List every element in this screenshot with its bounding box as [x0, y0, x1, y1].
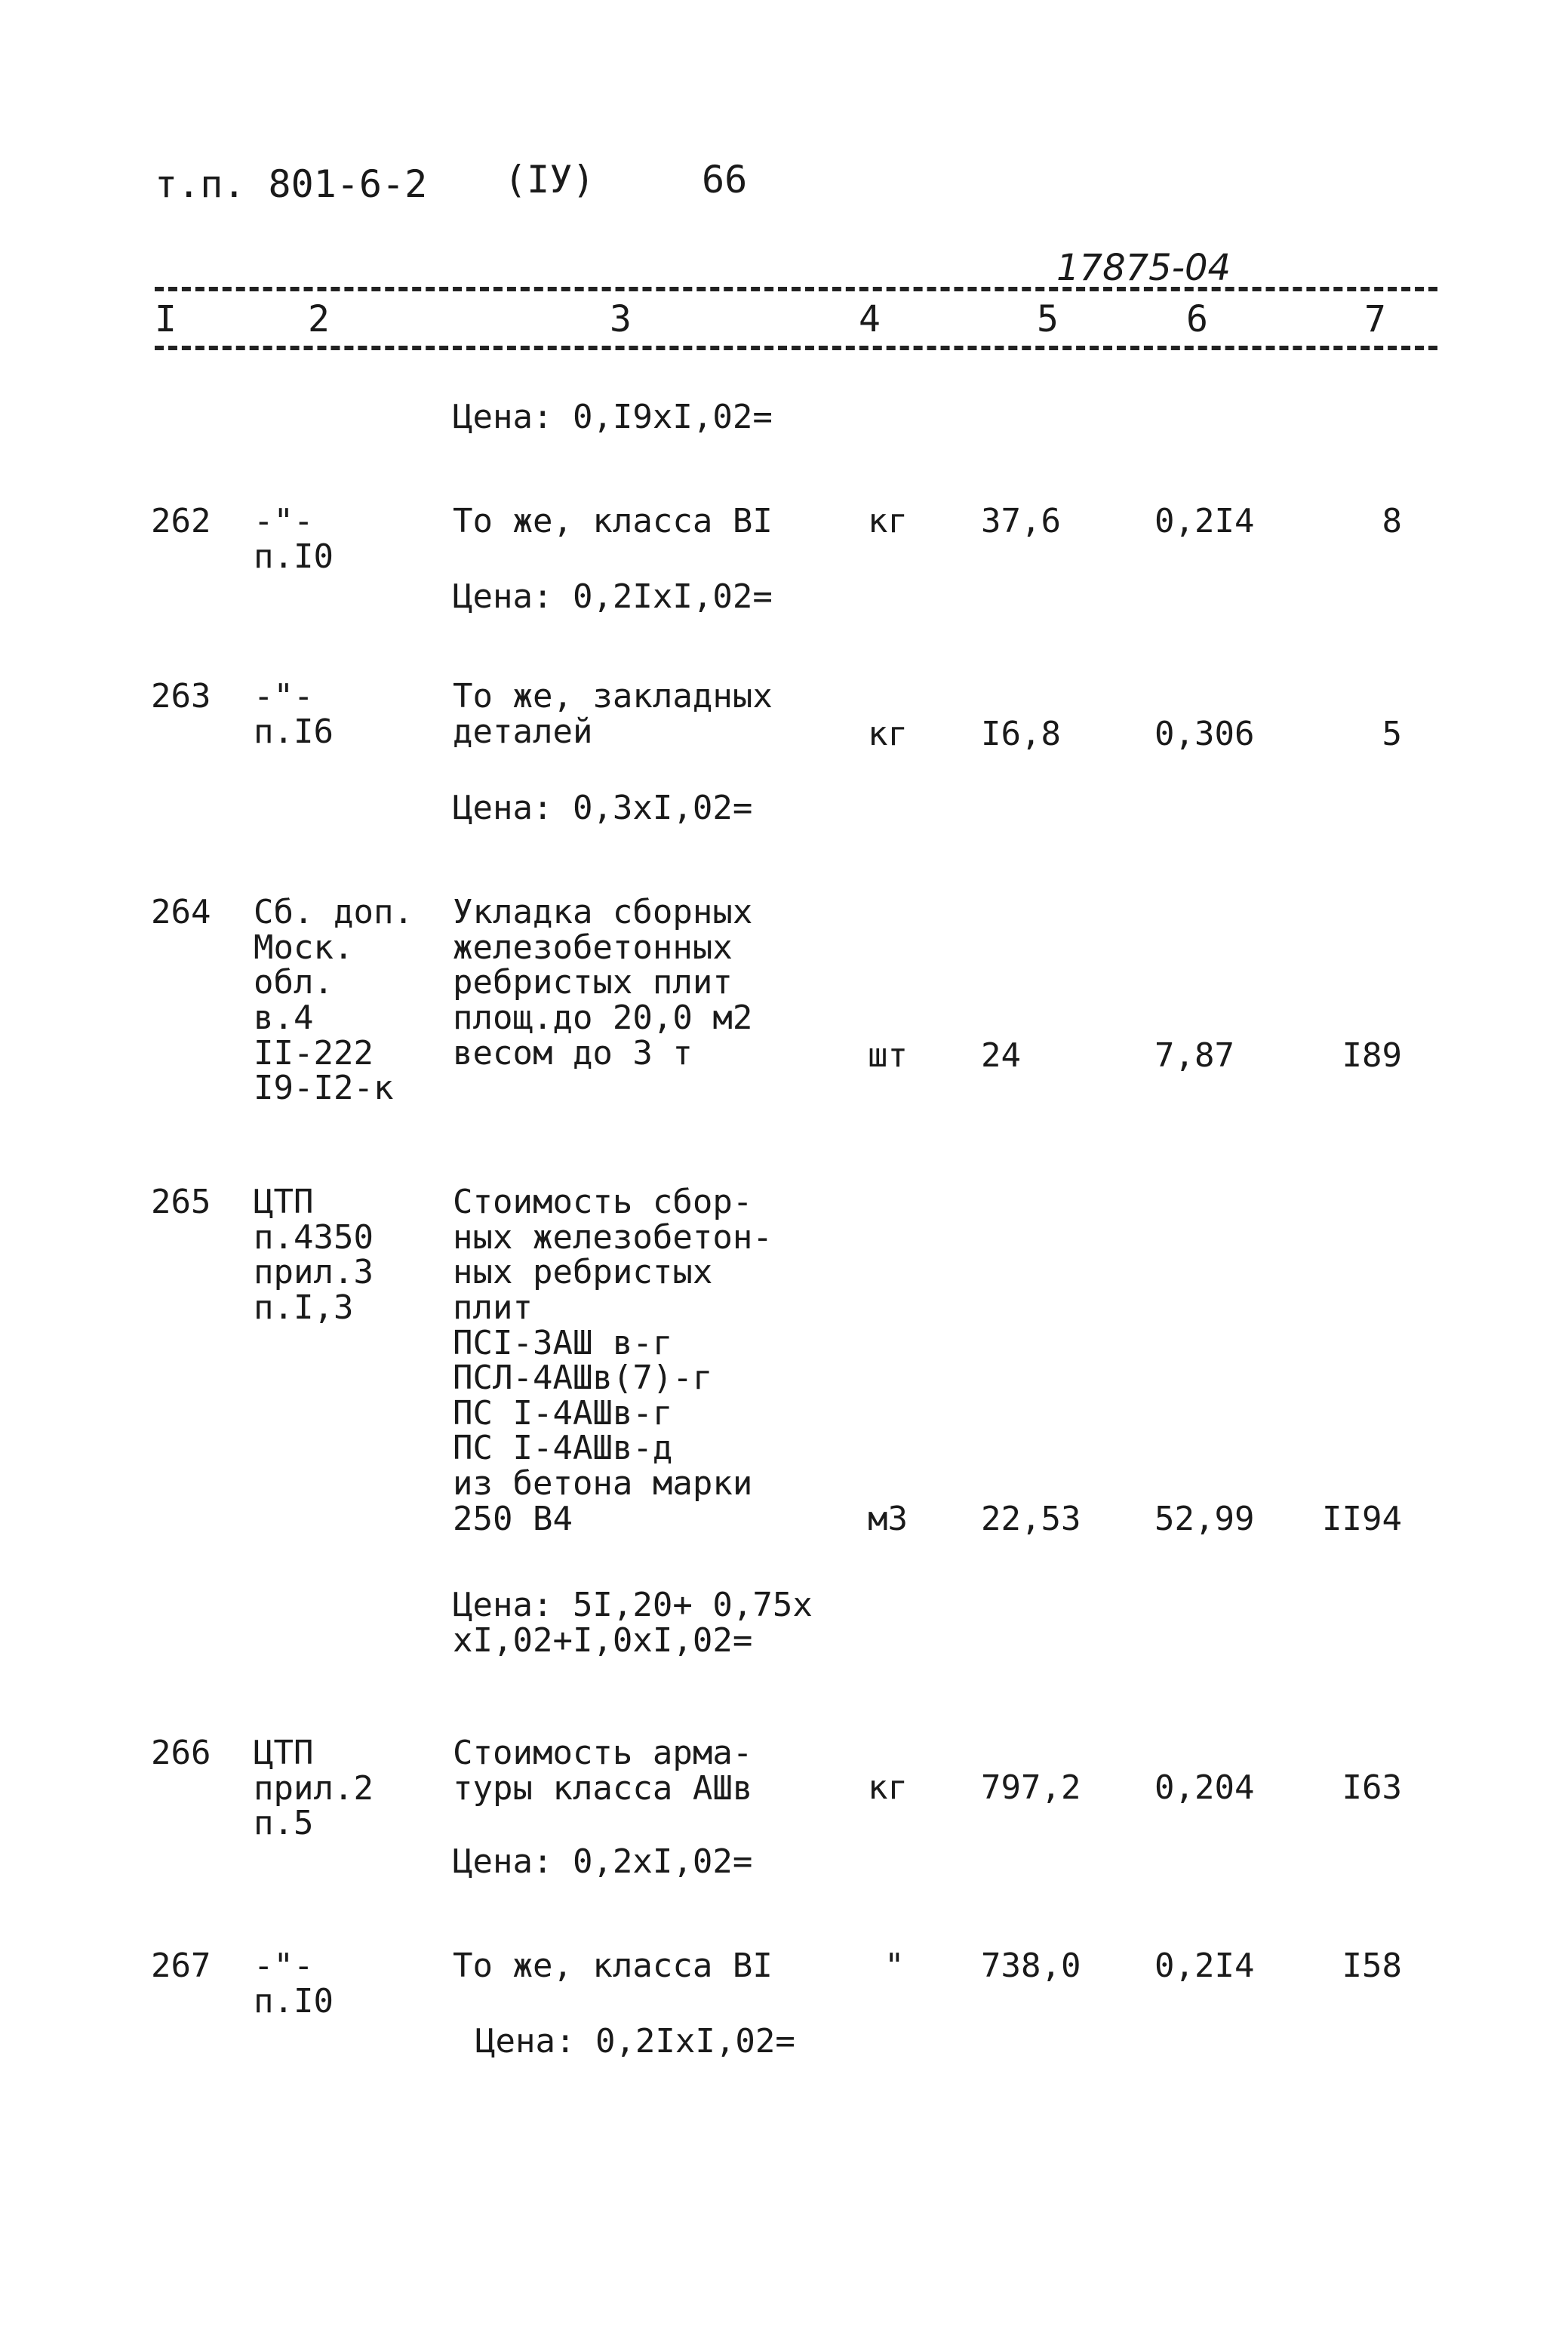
- row-number: 265: [151, 1183, 211, 1221]
- row-unit-price: 52,99: [1154, 1500, 1255, 1538]
- column-number-4: 4: [859, 298, 881, 340]
- row-description: То же, класса BI: [453, 502, 773, 540]
- row-price-formula: Цена: 0,2xI,02=: [453, 1842, 753, 1881]
- row-number: 267: [151, 1947, 211, 1985]
- row-total: II94: [1322, 1500, 1402, 1538]
- row-description: Стоимость сбор- ных железобетон- ных ребристых плит ПСI-3АШ в-г ПСЛ-4АШв(7)-г ПС I-4АШв-г ПС I-4АШв-д из бетона марки 250 В4: [453, 1183, 773, 1538]
- row-quantity: 37,6: [981, 502, 1061, 540]
- row-unit: кг: [868, 1768, 908, 1807]
- column-number-6: 6: [1186, 298, 1208, 340]
- row-total: 5: [1382, 715, 1402, 753]
- row-unit-price: 0,2I4: [1154, 502, 1255, 540]
- row-description: Укладка сборных железобетонных ребристых плит площ.до 20,0 м2 весом до 3 т: [453, 893, 753, 1073]
- row-unit-price: 0,204: [1154, 1768, 1255, 1807]
- row-total: 8: [1382, 502, 1402, 540]
- row-number: 262: [151, 502, 211, 540]
- row-price-formula: Цена: 0,2IxI,02=: [453, 577, 773, 616]
- row-number: 266: [151, 1734, 211, 1772]
- row-source: -"- п.I0: [254, 502, 334, 576]
- handwritten-reference: 17875-04: [1056, 247, 1231, 289]
- row-total: I89: [1342, 1036, 1402, 1075]
- row-unit: кг: [868, 715, 908, 753]
- row-description: То же, закладных деталей: [453, 677, 773, 751]
- row-number: 264: [151, 893, 211, 931]
- carryover-price: Цена: 0,I9xI,02=: [453, 398, 773, 436]
- row-unit-price: 0,2I4: [1154, 1947, 1255, 1985]
- row-quantity: 24: [981, 1036, 1021, 1075]
- row-unit: кг: [868, 502, 908, 540]
- row-source: -"- п.I6: [254, 677, 334, 751]
- row-source: ЦТП прил.2 п.5: [254, 1734, 374, 1843]
- row-unit: шт: [868, 1036, 908, 1075]
- column-number-3: 3: [610, 298, 632, 340]
- row-total: I63: [1342, 1768, 1402, 1807]
- row-number: 263: [151, 677, 211, 716]
- row-description: То же, класса BI: [453, 1947, 773, 1985]
- column-number-1: I: [155, 298, 177, 340]
- row-source: -"- п.I0: [254, 1947, 334, 2021]
- row-quantity: 22,53: [981, 1500, 1081, 1538]
- page-number: 66: [702, 158, 748, 202]
- row-unit: ": [884, 1947, 905, 1985]
- column-number-5: 5: [1037, 298, 1059, 340]
- column-number-2: 2: [308, 298, 330, 340]
- row-quantity: 738,0: [981, 1947, 1081, 1985]
- row-unit: м3: [868, 1500, 908, 1538]
- row-unit-price: 7,87: [1154, 1036, 1234, 1075]
- doc-code: т.п. 801-6-2: [155, 162, 428, 206]
- row-total: I58: [1342, 1947, 1402, 1985]
- row-description: Стоимость арма- туры класса АШв: [453, 1734, 753, 1808]
- section-code: (IУ): [504, 158, 595, 202]
- row-quantity: 797,2: [981, 1768, 1081, 1807]
- column-number-7: 7: [1364, 298, 1386, 340]
- header-rule-bottom: [155, 346, 1437, 350]
- row-price-formula: Цена: 0,2IxI,02=: [475, 2022, 795, 2061]
- header-rule-top: [155, 287, 1437, 291]
- row-price-formula: Цена: 5I,20+ 0,75x xI,02+I,0xI,02=: [453, 1586, 813, 1660]
- row-source: ЦТП п.4350 прил.3 п.I,3: [254, 1183, 374, 1327]
- row-source: Сб. доп. Моск. обл. в.4 II-222 I9-I2-к: [254, 893, 414, 1108]
- row-price-formula: Цена: 0,3xI,02=: [453, 789, 753, 827]
- row-quantity: I6,8: [981, 715, 1061, 753]
- row-unit-price: 0,306: [1154, 715, 1255, 753]
